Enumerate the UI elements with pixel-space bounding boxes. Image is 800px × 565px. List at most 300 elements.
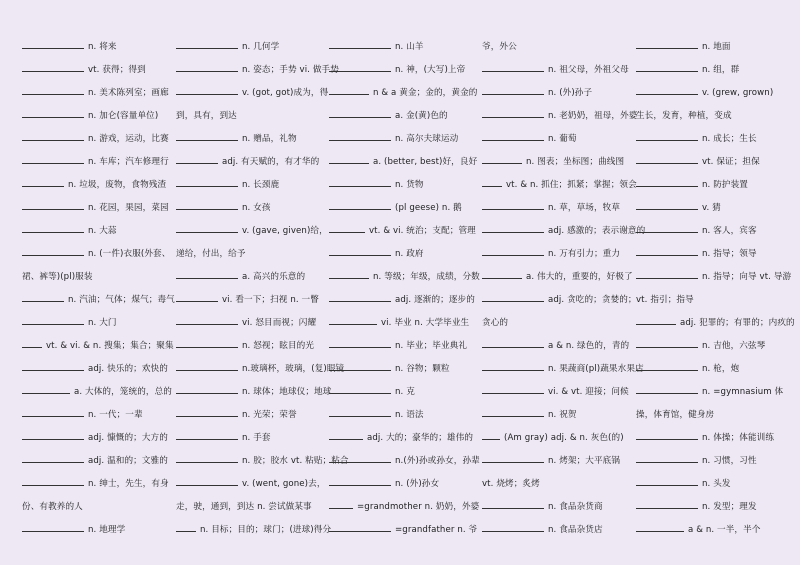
definition-text: n. 克 (395, 387, 415, 397)
answer-blank[interactable] (176, 338, 238, 348)
vocab-line (176, 266, 328, 288)
vocab-line (329, 381, 481, 403)
vocab-line (482, 59, 634, 81)
definition-text: n. 烤架；大平底锅 (548, 456, 621, 466)
vocab-line (329, 519, 481, 541)
vocab-line (329, 36, 481, 58)
definition-text: adj. 贪吃的；贪婪的； (548, 295, 637, 305)
answer-blank[interactable] (482, 384, 544, 394)
definition-text: n. (一件)衣服(外套、 (88, 249, 171, 259)
answer-blank[interactable] (176, 154, 218, 164)
answer-blank[interactable] (176, 62, 238, 72)
answer-blank[interactable] (636, 453, 698, 463)
definition-text: vi. 毕业 n. 大学毕业生 (381, 318, 470, 328)
answer-blank[interactable] (176, 200, 238, 210)
definition-text: n. 吉他，六弦琴 (702, 341, 766, 351)
answer-blank[interactable] (176, 430, 238, 440)
vocab-line (22, 312, 174, 334)
vocab-line (176, 197, 328, 219)
answer-blank[interactable] (482, 246, 544, 256)
definition-text: n.玻璃杯，玻璃，(复)眼镜 (242, 364, 345, 374)
definition-text: 操，体育馆，健身房 (636, 410, 715, 420)
answer-blank[interactable] (176, 269, 238, 279)
answer-blank[interactable] (482, 499, 544, 509)
vocab-line (176, 289, 328, 311)
vocab-line (329, 266, 481, 288)
vocab-line (482, 82, 634, 104)
definition-text: =grandmother n. 奶奶，外婆 (357, 502, 480, 512)
vocab-line (482, 312, 634, 334)
vocab-line (22, 36, 174, 58)
definition-text: a. 高兴的乐意的 (242, 272, 306, 282)
answer-blank[interactable] (22, 453, 84, 463)
answer-blank[interactable] (636, 200, 698, 210)
answer-blank[interactable] (636, 154, 698, 164)
answer-blank[interactable] (329, 85, 369, 95)
vocab-line (482, 266, 634, 288)
definition-text: n. 光荣；荣誉 (242, 410, 297, 420)
vocab-line (482, 427, 634, 449)
answer-blank[interactable] (22, 384, 70, 394)
answer-blank[interactable] (636, 62, 698, 72)
vocab-line (329, 151, 481, 173)
vocab-line (176, 450, 349, 472)
definition-text: n. 垃圾，废物，食物残渣 (68, 180, 167, 190)
vocab-line (636, 404, 788, 426)
answer-blank[interactable] (329, 430, 363, 440)
definition-text: n. 防护装置 (702, 180, 748, 190)
vocab-line (636, 59, 788, 81)
vocab-line (176, 312, 328, 334)
definition-text: vi. & vt. 迎接；问候 (548, 387, 629, 397)
answer-blank[interactable] (329, 269, 369, 279)
definition-text: vt. & vi. 统治；支配；管理 (369, 226, 476, 236)
answer-blank[interactable] (636, 499, 698, 509)
definition-text: (Am gray) adj. & n. 灰色(的) (504, 433, 624, 443)
answer-blank[interactable] (176, 292, 218, 302)
definition-text: n. 谷物；颗粒 (395, 364, 450, 374)
definition-text: n. 高尔夫球运动 (395, 134, 459, 144)
answer-blank[interactable] (329, 62, 391, 72)
definition-text: n. 球体；地球仪；地球 (242, 387, 332, 397)
vocab-line (22, 289, 174, 311)
definition-text: n. 几何学 (242, 42, 280, 52)
definition-text: vt. 烧烤；炙烤 (482, 479, 540, 489)
definition-text: n. 怒视；眩目的光 (242, 341, 315, 351)
answer-blank[interactable] (22, 338, 42, 348)
vocab-line (176, 358, 345, 380)
vocab-line (22, 358, 174, 380)
answer-blank[interactable] (636, 315, 676, 325)
vocab-line (482, 151, 634, 173)
vocab-line (329, 243, 481, 265)
vocab-line (329, 404, 481, 426)
vocab-line (636, 450, 788, 472)
answer-blank[interactable] (22, 177, 64, 187)
definition-text: n. 祖父母，外祖父母 (548, 65, 629, 75)
definition-text: adj. 逐渐的；逐步的 (395, 295, 475, 305)
definition-text: n. (外)孙女 (395, 479, 440, 489)
answer-blank[interactable] (482, 62, 544, 72)
answer-blank[interactable] (22, 200, 84, 210)
vocab-line (22, 174, 174, 196)
definition-text: 贪心的 (482, 318, 509, 328)
answer-blank[interactable] (22, 62, 84, 72)
definition-text: n. 长颈鹿 (242, 180, 280, 190)
definition-text: adj. 犯罪的；有罪的；内疚的 (680, 318, 795, 328)
vocab-line (176, 82, 328, 104)
definition-text: adj. 温和的；文雅的 (88, 456, 168, 466)
answer-blank[interactable] (329, 476, 391, 486)
definition-text: n. 枪，炮 (702, 364, 740, 374)
answer-blank[interactable] (22, 430, 84, 440)
definition-text: n. 美术陈列室；画廊 (88, 88, 169, 98)
vocab-line (22, 197, 174, 219)
definition-text: n. 指导；向导 vt. 导游 (702, 272, 792, 282)
answer-blank[interactable] (176, 453, 238, 463)
answer-blank[interactable] (636, 177, 698, 187)
vocab-line (176, 473, 328, 495)
answer-blank[interactable] (329, 384, 391, 394)
definition-text: n. 万有引力；重力 (548, 249, 621, 259)
definition-text: 递给，付出，给予 (176, 249, 246, 259)
answer-blank[interactable] (482, 522, 544, 532)
vocab-line (482, 404, 634, 426)
definition-text: v. 猜 (702, 203, 721, 213)
answer-blank[interactable] (176, 223, 238, 233)
definition-text: vt. 指引；指导 (636, 295, 694, 305)
vocab-line (636, 266, 792, 288)
definition-text: n. 车库；汽车修理行 (88, 157, 169, 167)
definition-text: n. 货物 (395, 180, 424, 190)
definition-text: n. 花园，果园，菜园 (88, 203, 169, 213)
definition-text: =grandfather n. 爷 (395, 525, 478, 535)
vocab-line (176, 59, 339, 81)
vocab-line (22, 59, 174, 81)
answer-blank[interactable] (176, 315, 238, 325)
vocab-line (636, 174, 788, 196)
answer-blank[interactable] (329, 177, 391, 187)
answer-blank[interactable] (329, 154, 369, 164)
answer-blank[interactable] (329, 338, 391, 348)
answer-blank[interactable] (636, 131, 698, 141)
vocab-line (176, 427, 328, 449)
answer-blank[interactable] (329, 315, 377, 325)
definition-text: a & n. 一半，半个 (688, 525, 761, 535)
answer-blank[interactable] (636, 269, 698, 279)
answer-blank[interactable] (176, 407, 238, 417)
answer-blank[interactable] (482, 85, 544, 95)
answer-blank[interactable] (22, 476, 84, 486)
vocab-line (22, 496, 174, 518)
vocab-line (329, 105, 481, 127)
vocab-line (482, 519, 634, 541)
vocab-line (482, 335, 634, 357)
definition-text: n. 游戏，运动，比赛 (88, 134, 169, 144)
definition-text: 走，驶，通到，到达 n. 尝试做某事 (176, 502, 312, 512)
definition-text: v. (gave, given)给， (242, 226, 328, 236)
answer-blank[interactable] (329, 39, 391, 49)
definition-text: n. 指导；领导 (702, 249, 757, 259)
vocab-line (329, 197, 481, 219)
answer-blank[interactable] (22, 315, 84, 325)
answer-blank[interactable] (22, 85, 84, 95)
definition-text: n. 地面 (702, 42, 731, 52)
answer-blank[interactable] (482, 338, 544, 348)
definition-text: n. 食品杂货商 (548, 502, 603, 512)
vocab-line (22, 220, 174, 242)
answer-blank[interactable] (329, 522, 391, 532)
answer-blank[interactable] (482, 223, 544, 233)
vocab-line (329, 128, 481, 150)
definition-text: adj. 大的；豪华的；雄伟的 (367, 433, 474, 443)
vocab-line (482, 473, 634, 495)
vocab-line (482, 220, 646, 242)
vocab-line (636, 473, 788, 495)
definition-text: vt. 获得；得到 (88, 65, 146, 75)
answer-blank[interactable] (22, 154, 84, 164)
definition-text: a. 金(黄)色的 (395, 111, 448, 121)
definition-text: n. 大蒜 (88, 226, 117, 236)
vocab-line (176, 335, 328, 357)
vocab-line (176, 404, 328, 426)
answer-blank[interactable] (482, 200, 544, 210)
vocab-line (636, 427, 788, 449)
vocab-line (22, 243, 174, 265)
answer-blank[interactable] (329, 499, 353, 509)
answer-blank[interactable] (22, 223, 84, 233)
vocab-line (636, 151, 788, 173)
answer-blank[interactable] (22, 407, 84, 417)
vocab-line (636, 381, 788, 403)
definition-text: n. 加仑(容量单位) (88, 111, 159, 121)
answer-blank[interactable] (636, 430, 698, 440)
definition-text: n. 客人，宾客 (702, 226, 757, 236)
answer-blank[interactable] (482, 430, 500, 440)
definition-text: n. (外)孙子 (548, 88, 593, 98)
answer-blank[interactable] (636, 522, 684, 532)
answer-blank[interactable] (176, 85, 238, 95)
vocab-line (329, 82, 481, 104)
definition-text: n & a 黄金；金的，黄金的 (373, 88, 478, 98)
definition-text: n. 等级；年级，成绩，分数 (373, 272, 480, 282)
definition-text: n. 目标；目的；球门；(进球)得分 (200, 525, 332, 535)
definition-text: vi. 怒目而视；闪耀 (242, 318, 317, 328)
definition-text: a. (better, best)好，良好 (373, 157, 478, 167)
vocab-line (482, 381, 634, 403)
answer-blank[interactable] (176, 522, 196, 532)
answer-blank[interactable] (482, 453, 544, 463)
vocab-line (329, 496, 481, 518)
definition-text: n. 赠品，礼物 (242, 134, 297, 144)
vocab-line (176, 220, 328, 242)
definition-text: n. 习惯，习性 (702, 456, 757, 466)
vocab-line (482, 496, 634, 518)
definition-text: vt. & n. 抓住；抓紧；掌握；领会 (506, 180, 637, 190)
vocab-line (22, 128, 174, 150)
definition-text: n. 草，草场，牧草 (548, 203, 621, 213)
definition-text: n. 组，群 (702, 65, 740, 75)
definition-text: n. 语法 (395, 410, 424, 420)
vocab-line (176, 519, 332, 541)
definition-text: a & n. 绿色的，青的 (548, 341, 630, 351)
definition-text: 生长，发育，种植，变成 (636, 111, 732, 121)
definition-text: vi. 看一下；扫视 n. 一瞥 (222, 295, 319, 305)
vocab-line (482, 128, 634, 150)
answer-blank[interactable] (329, 131, 391, 141)
vocab-line (329, 174, 481, 196)
definition-text: v. (grew, grown) (702, 88, 774, 98)
vocab-line (482, 289, 637, 311)
vocab-line (636, 36, 788, 58)
vocab-line (329, 220, 481, 242)
vocab-line (636, 197, 788, 219)
definition-text: 到，具有，到达 (176, 111, 237, 121)
vocab-line (329, 473, 481, 495)
vocab-line (22, 427, 174, 449)
answer-blank[interactable] (22, 292, 64, 302)
answer-blank[interactable] (329, 361, 391, 371)
vocab-line (636, 496, 788, 518)
answer-blank[interactable] (22, 246, 84, 256)
answer-blank[interactable] (636, 85, 698, 95)
vocab-line (176, 243, 328, 265)
answer-blank[interactable] (636, 476, 698, 486)
answer-blank[interactable] (329, 292, 391, 302)
definition-text: n. 地理学 (88, 525, 126, 535)
vocab-line (329, 335, 481, 357)
answer-blank[interactable] (176, 131, 238, 141)
answer-blank[interactable] (482, 154, 522, 164)
vocab-line (482, 174, 637, 196)
definition-text: a. 伟大的，重要的，好极了 (526, 272, 633, 282)
definition-text: n. 女孩 (242, 203, 271, 213)
vocab-line (329, 312, 481, 334)
vocab-line (329, 59, 481, 81)
answer-blank[interactable] (482, 361, 544, 371)
answer-blank[interactable] (636, 384, 698, 394)
definition-text: n.(外)孙或孙女，孙辈 (395, 456, 480, 466)
definition-text: 份、有教养的人 (22, 502, 83, 512)
answer-blank[interactable] (329, 223, 365, 233)
answer-blank[interactable] (482, 269, 522, 279)
vocab-line (636, 289, 788, 311)
vocab-line (482, 197, 634, 219)
answer-blank[interactable] (482, 131, 544, 141)
answer-blank[interactable] (482, 177, 502, 187)
answer-blank[interactable] (176, 384, 238, 394)
definition-text: n. 胶；胶水 vt. 粘贴；粘合 (242, 456, 349, 466)
answer-blank[interactable] (22, 39, 84, 49)
vocab-line (176, 128, 328, 150)
vocab-line (636, 128, 788, 150)
answer-blank[interactable] (176, 39, 238, 49)
answer-blank[interactable] (329, 108, 391, 118)
definition-text: vt. 保证；担保 (702, 157, 760, 167)
definition-text: n. 祝贺 (548, 410, 577, 420)
definition-text: n. 毕业；毕业典礼 (395, 341, 468, 351)
answer-blank[interactable] (482, 108, 544, 118)
answer-blank[interactable] (636, 338, 698, 348)
vocab-line (329, 450, 481, 472)
vocab-line (22, 105, 174, 127)
answer-blank[interactable] (176, 361, 238, 371)
vocab-line (636, 335, 788, 357)
vocab-line (482, 243, 634, 265)
definition-text: (pl geese) n. 鹅 (395, 203, 462, 213)
vocab-line (176, 381, 332, 403)
vocab-line (22, 82, 174, 104)
answer-blank[interactable] (176, 177, 238, 187)
answer-blank[interactable] (22, 131, 84, 141)
answer-blank[interactable] (329, 453, 391, 463)
answer-blank[interactable] (22, 522, 84, 532)
definition-text: vt. & vi. & n. 搜集；集合；聚集 (46, 341, 174, 351)
definition-text: n. 政府 (395, 249, 424, 259)
answer-blank[interactable] (636, 361, 698, 371)
vocab-line (482, 450, 634, 472)
definition-text: n. 葡萄 (548, 134, 577, 144)
answer-blank[interactable] (329, 200, 391, 210)
definition-text: adj. 感激的；表示谢意的 (548, 226, 646, 236)
vocab-line (482, 358, 644, 380)
vocab-line (329, 289, 481, 311)
answer-blank[interactable] (636, 246, 698, 256)
answer-blank[interactable] (22, 361, 84, 371)
answer-blank[interactable] (176, 476, 238, 486)
vocab-line (22, 450, 174, 472)
answer-blank[interactable] (482, 407, 544, 417)
vocab-line (22, 404, 174, 426)
definition-text: n. 姿态；手势 vi. 做手势 (242, 65, 339, 75)
definition-text: 爷，外公 (482, 42, 517, 52)
answer-blank[interactable] (329, 246, 391, 256)
vocab-line (329, 427, 481, 449)
vocab-line (176, 496, 328, 518)
definition-text: n. 神，(大写)上帝 (395, 65, 466, 75)
vocab-line (636, 243, 788, 265)
vocab-line (176, 174, 328, 196)
definition-text: a. 大体的，笼统的，总的 (74, 387, 172, 397)
vocab-line (22, 519, 174, 541)
vocab-line (636, 220, 788, 242)
definition-text: n. 手套 (242, 433, 271, 443)
definition-text: n. 将来 (88, 42, 117, 52)
definition-text: n. 山羊 (395, 42, 424, 52)
definition-text: 裙、裤等)(pl)服装 (22, 272, 93, 282)
answer-blank[interactable] (636, 223, 698, 233)
vocab-line (176, 151, 328, 173)
answer-blank[interactable] (22, 108, 84, 118)
definition-text: n. 一代；一辈 (88, 410, 143, 420)
definition-text: n. 大门 (88, 318, 117, 328)
answer-blank[interactable] (636, 39, 698, 49)
vocab-line (482, 36, 634, 58)
vocab-line (636, 82, 788, 104)
vocab-line (636, 105, 788, 127)
answer-blank[interactable] (329, 407, 391, 417)
definition-text: n. =gymnasium 体 (702, 387, 784, 397)
definition-text: n. 汽油；气体；煤气；毒气 (68, 295, 175, 305)
vocab-line (176, 105, 328, 127)
vocab-line (22, 151, 174, 173)
answer-blank[interactable] (482, 292, 544, 302)
definition-text: n. 体操；体能训练 (702, 433, 775, 443)
vocab-line (482, 105, 638, 127)
vocab-line (636, 312, 795, 334)
definition-text: n. 果蔬商(pl)蔬果水果店 (548, 364, 644, 374)
vocab-line (636, 519, 788, 541)
